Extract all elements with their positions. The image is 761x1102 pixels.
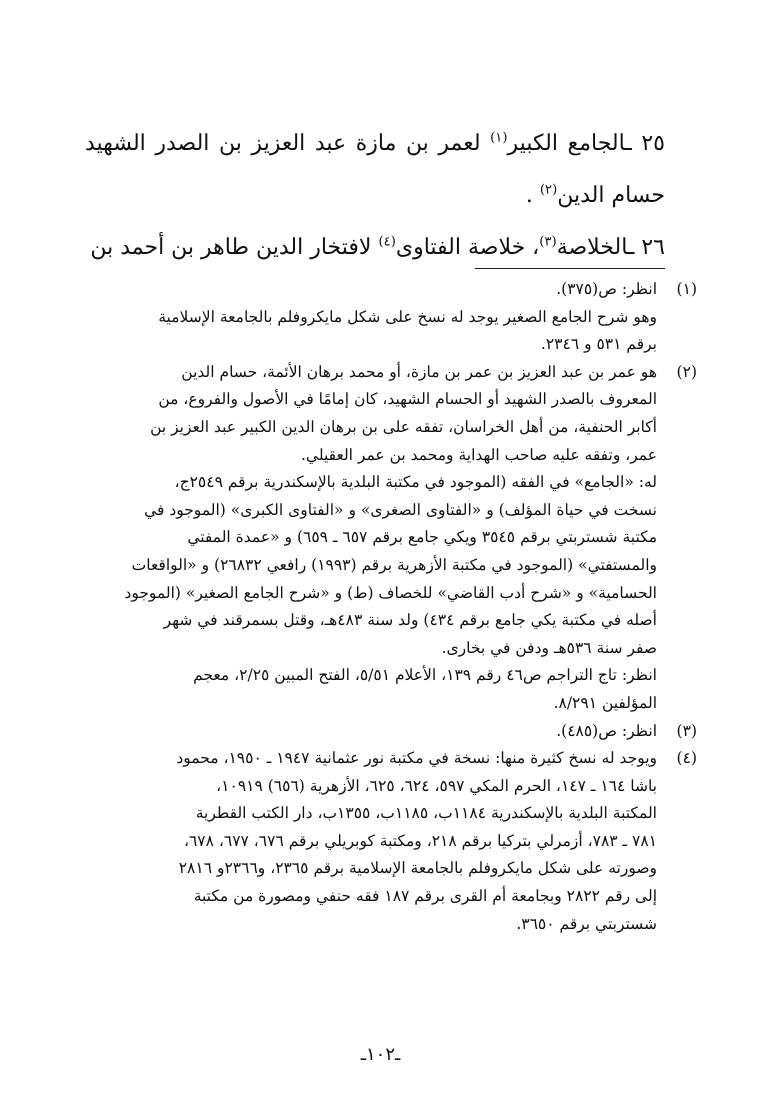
note-ref-3: (٣) bbox=[539, 234, 557, 250]
footnote-line: أصله في مكتبة يكي جامع برقم ٤٣٤) ولد سنة ٤٨٣هـ، وقتل بسمرقند في شهر bbox=[163, 611, 657, 630]
footnote-line: نسخت في حياة المؤلف) و «الفتاوى الصغرى» و «الفتاوى الكبرى» (الموجود في bbox=[144, 500, 657, 519]
footnote-separator bbox=[475, 268, 665, 269]
entry-25-number: ٢٥ ـ bbox=[625, 131, 665, 156]
footnote-line: وهو شرح الجامع الصغير يوجد له نسخ على شكل مايكروفلم بالجامعة الإسلامية bbox=[158, 307, 657, 326]
entry-25-end: . bbox=[525, 183, 533, 208]
footnote-line: ويوجد له نسخ كثيرة منها: نسخة في مكتبة نور عثمانية ١٩٤٧ ـ ١٩٥٠، محمود bbox=[176, 749, 657, 768]
main-text bbox=[85, 118, 665, 274]
footnote-line: صفر سنة ٥٣٦هـ ودفن في بخارى. bbox=[441, 638, 657, 657]
footnote-line: برقم ٥٣١ و ٢٣٤٦. bbox=[540, 335, 657, 354]
entry-25 bbox=[85, 118, 665, 222]
footnote-line: انظر: تاج التراجم ص٤٦ رقم ١٣٩، الأعلام ٥/٥١، الفتح المبين ٢/٢٥، معجم bbox=[193, 666, 657, 685]
footnote-line: عمر، وتفقه عليه صاحب الهداية ومحمد بن عمر العقيلي. bbox=[300, 445, 657, 464]
footnote-line: وصورته على شكل مايكروفلم بالجامعة الإسلامية برقم ٢٣٦٥، و٢٣٦٦و ٢٨١٦ bbox=[178, 859, 657, 878]
footnote-line: والمستفتي» (الموجود في مكتبة الأزهرية برقم (١٩٩٣) رافعي ٢٦٨٣٢) و «الواقعات bbox=[131, 555, 657, 574]
footnotes bbox=[57, 276, 697, 938]
footnote-number: (٢) bbox=[676, 362, 697, 381]
footnote-line: الحسامية» و «شرح أدب القاضي» للخصاف (ط) و «شرح الجامع الصغير» (الموجود bbox=[124, 583, 657, 602]
entry-25-title: الجامع الكبير bbox=[507, 131, 626, 156]
entry-26 bbox=[85, 222, 665, 274]
entry-26-number: ٢٦ ـ bbox=[627, 235, 665, 260]
footnote-line: مكتبة شستربتي برقم ٣٥٤٥ ويكي جامع برقم ٦٥٧ ـ ٦٥٩) و «عمدة المفتي bbox=[187, 528, 657, 547]
footnote-line: انظر: ص(٤٨٥). bbox=[556, 721, 657, 740]
page-number: ـ١٠٢ـ bbox=[360, 1044, 401, 1065]
footnote-line: ٧٨١ ـ ٧٨٣، أزمرلي بتركيا برقم ٢١٨، ومكتبة كوبريلي برقم ٦٧٦، ٦٧٧، ٦٧٨، bbox=[183, 831, 657, 850]
footnote-number: (٣) bbox=[676, 721, 697, 740]
footnote-line: باشا ١٦٤ ـ ١٤٧، الحرم المكي ٥٩٧، ٦٢٤، ٦٢٥، الأزهرية (٦٥٦) ١٠٩١٩، bbox=[216, 776, 657, 795]
footnote-line: إلى رقم ٢٨٢٢ وبجامعة أم القرى برقم ١٨٧ فقه حنفي ومصورة من مكتبة bbox=[193, 887, 657, 906]
entry-25-text: لعمر بن مازة عبد العزيز بن الصدر الشهيد حسام الدين bbox=[85, 131, 665, 208]
footnote-2 bbox=[57, 359, 697, 718]
note-ref-2: (٢) bbox=[539, 182, 558, 198]
footnote-line: أكابر الحنفية، من أهل الخراسان، تفقه على بن برهان الدين الكبير عبد العزيز بن bbox=[150, 417, 657, 436]
entry-26-title: الخلاصة bbox=[556, 235, 628, 260]
footnote-number: (٤) bbox=[676, 749, 697, 768]
entry-26-text-b: لافتخار الدين طاهر بن أحمد بن bbox=[90, 235, 372, 260]
entry-26-text-a: ، خلاصة الفتاوى bbox=[395, 235, 540, 260]
footnote-1 bbox=[57, 276, 697, 359]
footnote-line: هو عمر بن عبد العزيز بن عمر بن مازة، أو محمد برهان الأئمة، حسام الدين bbox=[181, 362, 657, 381]
note-ref-1: (١) bbox=[490, 130, 508, 146]
footnote-3 bbox=[57, 718, 697, 746]
footnote-line: له: «الجامع» في الفقه (الموجود في مكتبة البلدية بالإسكندرية برقم ٢٥٤٩ج، bbox=[174, 473, 657, 492]
footnote-line: المعروف بالصدر الشهيد أو الحسام الشهيد، كان إمامًا في الأصول والفروع، من bbox=[158, 390, 657, 409]
footnote-line: شستربتي برقم ٣٦٥٠. bbox=[516, 914, 657, 933]
footnote-line: المكتبة البلدية بالإسكندرية ١١٨٤ب، ١١٨٥ب، ١٣٥٥ب، دار الكتب القطرية bbox=[195, 804, 657, 823]
footnote-line: المؤلفين ٨/٢٩١. bbox=[553, 693, 657, 712]
footnote-4 bbox=[57, 745, 697, 938]
footnote-number: (١) bbox=[676, 280, 697, 298]
note-ref-4: (٤) bbox=[378, 234, 396, 250]
footnote-line: انظر: ص(٣٧٥). bbox=[556, 280, 657, 298]
